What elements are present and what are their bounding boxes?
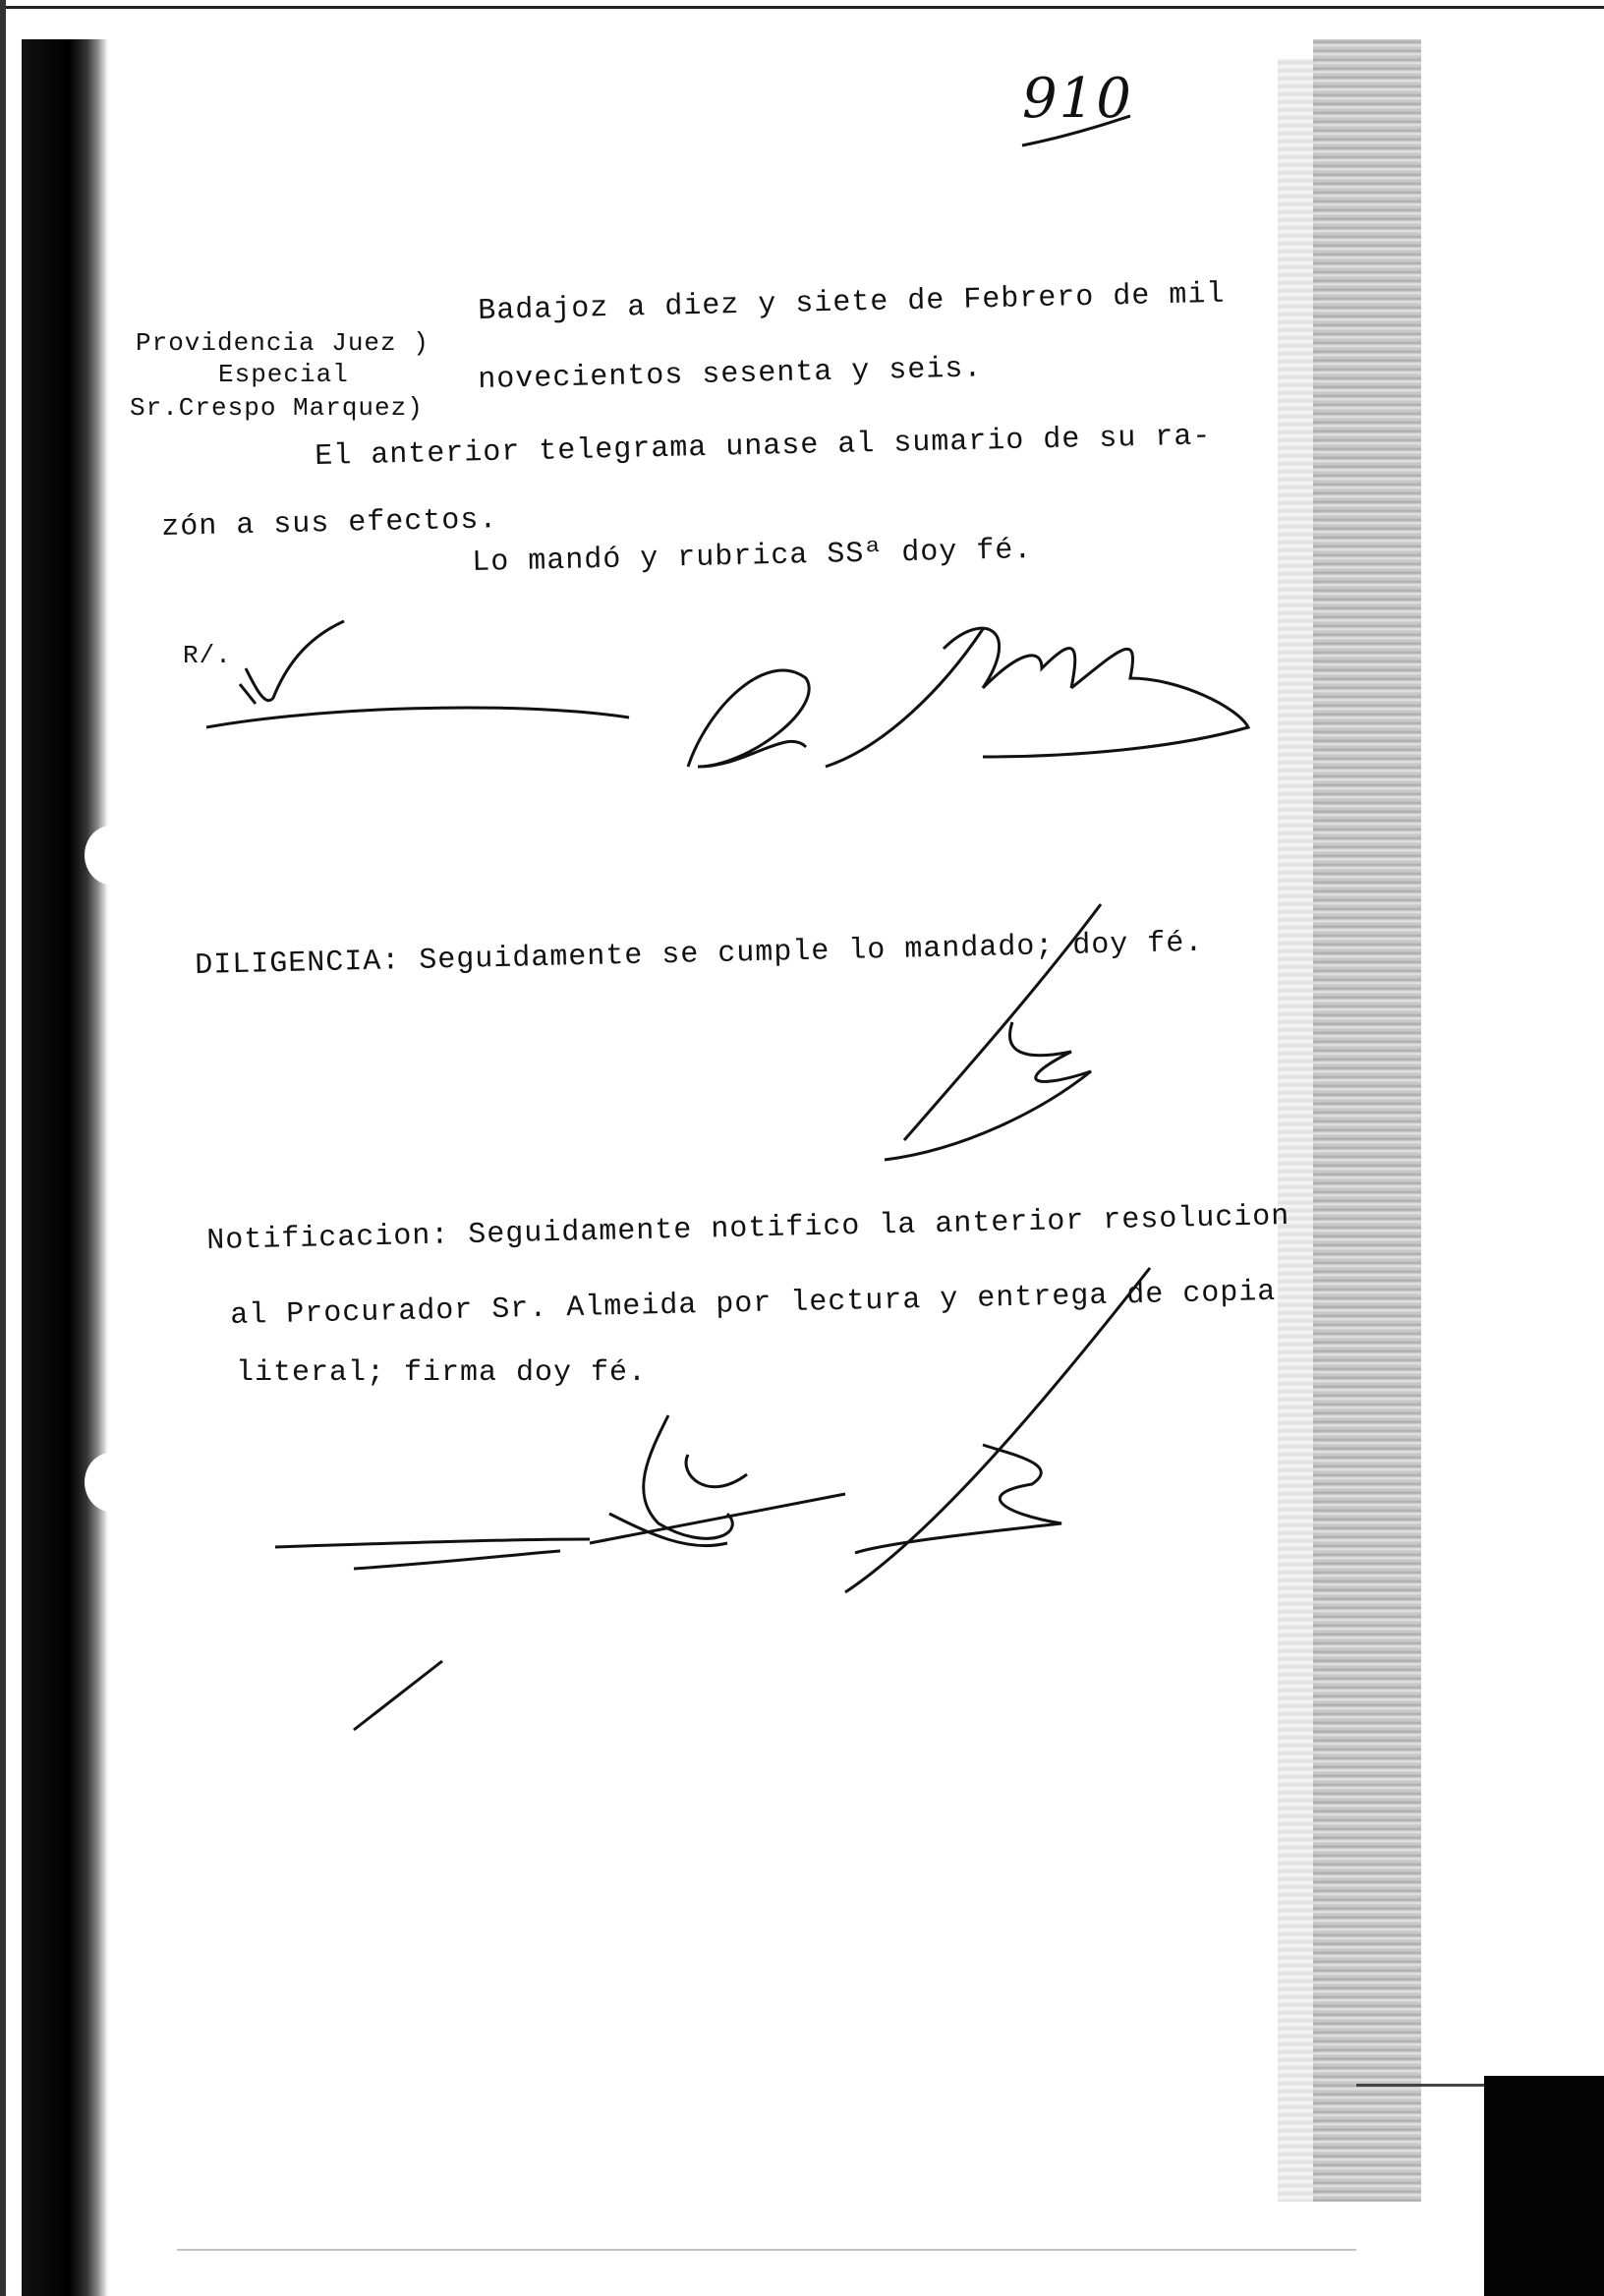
providencia-line1: Badajoz a diez y siete de Febrero de mil [478, 277, 1226, 328]
diligencia-signature [885, 904, 1101, 1160]
providencia-line4: zón a sus efectos. [161, 503, 498, 545]
notificacion-line1: Notificacion: Seguidamente notifico la anterior resolucion [206, 1199, 1290, 1258]
providencia-margin-line1: Providencia Juez ) [136, 328, 430, 358]
notificacion-line2: al Procurador Sr. Almeida por lectura y entrega de copia [230, 1275, 1277, 1333]
notificacion-line3: literal; firma doy fé. [236, 1356, 648, 1390]
providencia-line2: novecientos sesenta y seis. [478, 352, 983, 397]
providencia-line3: El anterior telegrama unase al sumario de su ra- [315, 420, 1212, 474]
diligencia-text: DILIGENCIA: Seguidamente se cumple lo mandado; doy fé. [195, 926, 1204, 983]
judge-rubric [206, 621, 629, 727]
secretary-signature-1 [688, 628, 1248, 767]
providencia-margin-line2: Especial [218, 360, 349, 389]
rubric-label: R/. [183, 641, 232, 670]
providencia-margin-line3: Sr.Crespo Marquez) [130, 393, 424, 423]
providencia-line5: Lo mandó y rubrica SSª doy fé. [472, 534, 1033, 580]
folio-number: 910 [1022, 67, 1133, 131]
notificacion-signatures [275, 1268, 1150, 1730]
